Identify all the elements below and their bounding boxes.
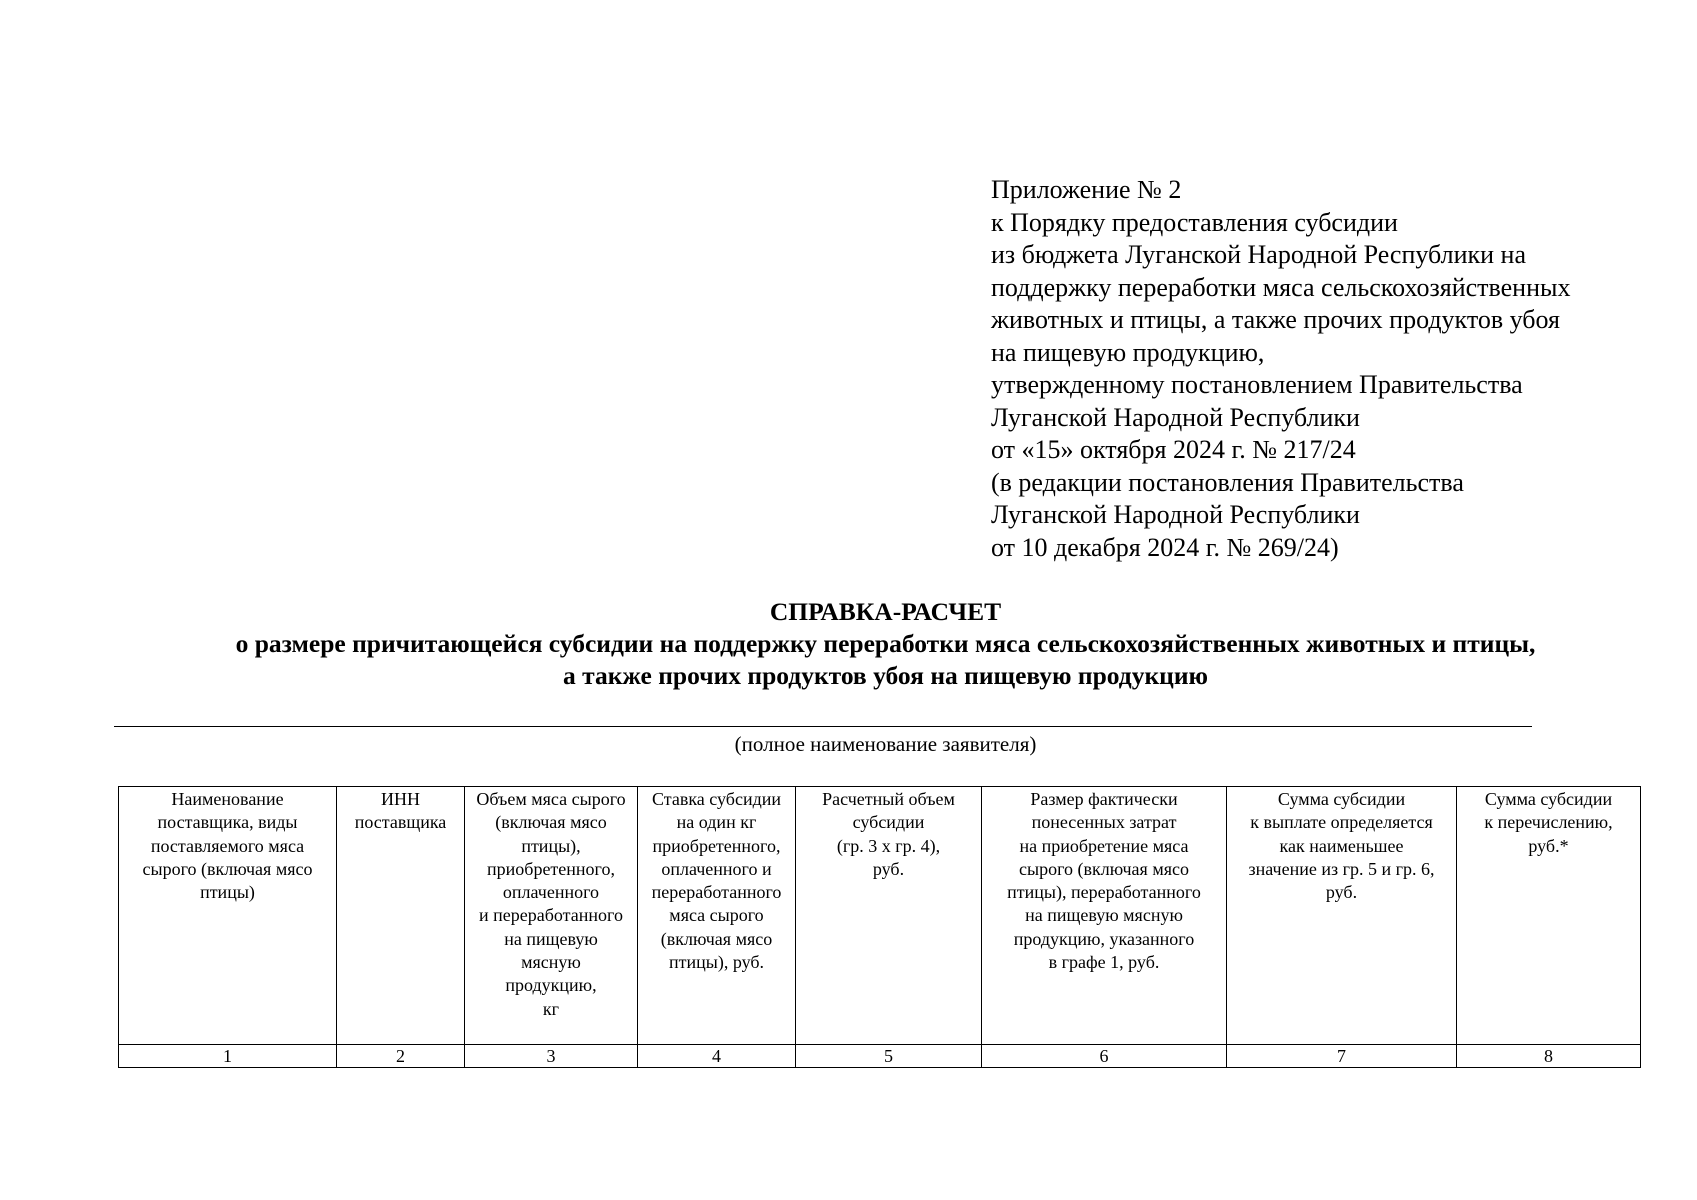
title-subtitle-line: а также прочих продуктов убоя на пищевую продукцию bbox=[562, 661, 1209, 690]
header-text-line: поставщика, виды bbox=[157, 812, 298, 833]
header-cell bbox=[1457, 787, 1641, 1045]
header-text-line: поставляемого мяса bbox=[150, 835, 305, 856]
header-text-line: и переработанного bbox=[479, 905, 623, 926]
appendix-line: от «15» октября 2024 г. № 217/24 bbox=[991, 435, 1356, 464]
header-cell bbox=[1227, 787, 1457, 1045]
header-cell bbox=[119, 787, 337, 1045]
appendix-line: из бюджета Луганской Народной Республики на bbox=[991, 240, 1527, 269]
header-text-line: птицы), bbox=[521, 835, 581, 856]
document-title bbox=[0, 596, 1697, 692]
header-text-line: птицы) bbox=[200, 882, 255, 903]
header-text-line: поставщика bbox=[354, 812, 447, 833]
header-text-line: понесенных затрат bbox=[1031, 812, 1177, 833]
header-text-line: птицы), руб. bbox=[668, 952, 765, 973]
header-text-line: приобретенного, bbox=[487, 858, 615, 879]
header-text-line: к выплате определяется bbox=[1250, 812, 1433, 833]
header-cell bbox=[337, 787, 465, 1045]
header-text-line: кг bbox=[542, 998, 560, 1019]
header-text-line: руб. bbox=[1325, 882, 1358, 903]
column-number-cell: 6 bbox=[982, 1045, 1227, 1068]
appendix-line: животных и птицы, а также прочих продуктов убоя bbox=[991, 305, 1560, 334]
header-text-line: переработанного bbox=[651, 882, 782, 903]
header-text-line: приобретенного, bbox=[652, 835, 781, 856]
header-text-line: (гр. 3 х гр. 4), bbox=[836, 835, 941, 856]
header-text-line: на пищевую мясную bbox=[1025, 905, 1183, 926]
header-text-line: (включая мясо bbox=[495, 812, 607, 833]
title-main: СПРАВКА-РАСЧЕТ bbox=[769, 597, 1002, 626]
header-text-line: Объем мяса сырого bbox=[476, 789, 626, 809]
header-text-line: значение из гр. 5 и гр. 6, bbox=[1248, 858, 1435, 879]
header-text-line: на один кг bbox=[676, 812, 757, 833]
column-number-cell: 1 bbox=[119, 1045, 337, 1068]
column-number-cell: 8 bbox=[1457, 1045, 1641, 1068]
header-text-line: в графе 1, руб. bbox=[1048, 952, 1160, 973]
column-number-row bbox=[119, 1045, 1641, 1068]
header-text-line: на приобретение мяса bbox=[1019, 835, 1189, 856]
header-text-line: к перечислению, bbox=[1484, 812, 1613, 833]
header-text-line: как наименьшее bbox=[1279, 835, 1404, 856]
column-number-cell: 5 bbox=[796, 1045, 982, 1068]
header-text-line: оплаченного и bbox=[661, 858, 772, 879]
column-number-cell: 3 bbox=[465, 1045, 638, 1068]
appendix-line: утвержденному постановлением Правительства bbox=[991, 370, 1523, 399]
appendix-line: от 10 декабря 2024 г. № 269/24) bbox=[991, 532, 1339, 562]
header-text-line: сырого (включая мясо bbox=[142, 858, 313, 879]
header-text-line: Ставка субсидии bbox=[651, 789, 782, 809]
appendix-line: на пищевую продукцию, bbox=[991, 337, 1265, 367]
header-text-line: субсидии bbox=[852, 812, 925, 833]
header-text-line: ИНН bbox=[381, 789, 420, 809]
title-subtitle-line: о размере причитающейся субсидии на поддержку переработки мяса сельскохозяйственных животных и птицы, bbox=[235, 629, 1536, 658]
table-header-row bbox=[119, 787, 1641, 1045]
appendix-line: Приложение № 2 bbox=[991, 175, 1182, 204]
header-cell bbox=[982, 787, 1227, 1045]
header-text-line: (включая мясо bbox=[660, 928, 773, 949]
column-number-cell: 7 bbox=[1227, 1045, 1457, 1068]
appendix-line: Луганской Народной Республики bbox=[991, 500, 1360, 529]
header-text-line: продукцию, bbox=[505, 975, 597, 996]
header-cell bbox=[465, 787, 638, 1045]
header-text-line: сырого (включая мясо bbox=[1019, 858, 1189, 879]
header-text-line: оплаченного bbox=[502, 882, 600, 903]
header-text-line: на пищевую bbox=[504, 928, 598, 949]
appendix-block bbox=[991, 174, 1570, 564]
applicant-name-line bbox=[114, 726, 1532, 727]
appendix-line: к Порядку предоставления субсидии bbox=[991, 207, 1398, 237]
calculation-table bbox=[118, 786, 1641, 1068]
header-text-line: руб.* bbox=[1528, 835, 1569, 856]
appendix-line: Луганской Народной Республики bbox=[991, 402, 1360, 432]
appendix-line: поддержку переработки мяса сельскохозяйственных bbox=[991, 272, 1571, 302]
header-text-line: продукцию, указанного bbox=[1013, 928, 1195, 949]
header-text-line: мяса сырого bbox=[669, 905, 764, 926]
column-number-cell: 2 bbox=[337, 1045, 465, 1068]
header-text-line: птицы), переработанного bbox=[1007, 882, 1201, 903]
header-text-line: Расчетный объем bbox=[822, 789, 955, 809]
header-cell bbox=[796, 787, 982, 1045]
column-number-cell: 4 bbox=[638, 1045, 796, 1068]
applicant-caption: (полное наименование заявителя) bbox=[734, 732, 1037, 756]
header-text-line: Наименование bbox=[171, 789, 284, 809]
header-cell bbox=[638, 787, 796, 1045]
appendix-line: (в редакции постановления Правительства bbox=[991, 467, 1464, 497]
header-text-line: Сумма субсидии bbox=[1277, 789, 1406, 809]
header-text-line: руб. bbox=[872, 858, 905, 879]
header-text-line: Сумма субсидии bbox=[1484, 789, 1613, 809]
header-text-line: мясную bbox=[521, 952, 581, 973]
header-text-line: Размер фактически bbox=[1030, 789, 1178, 809]
